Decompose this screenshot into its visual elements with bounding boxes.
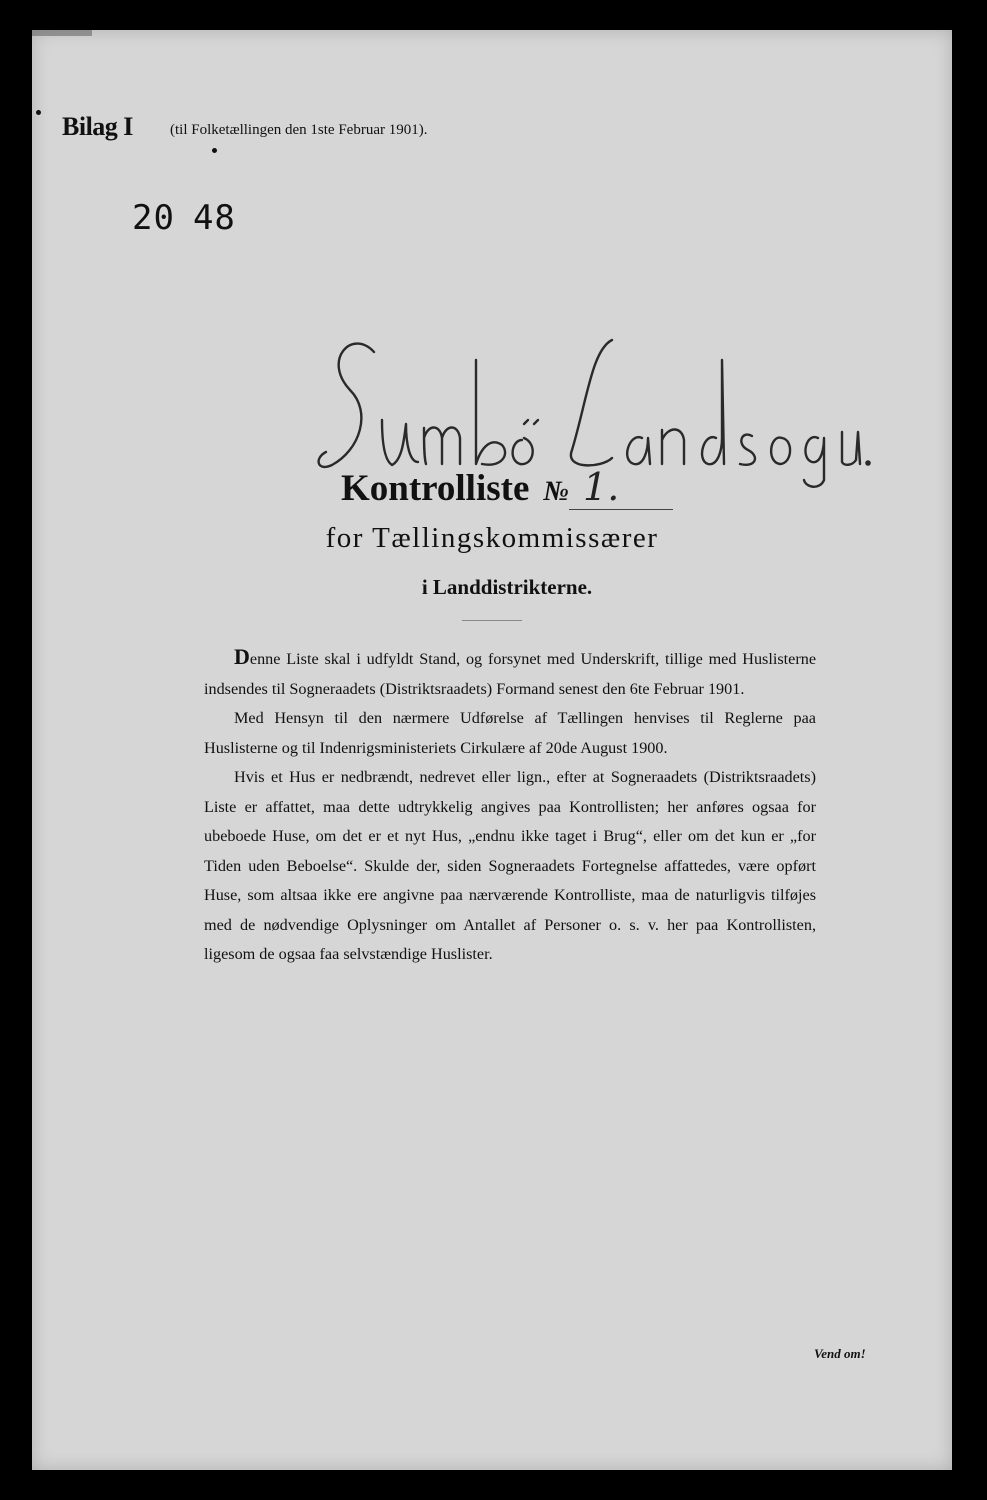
serial-number [132, 198, 236, 238]
serial-part-1: 20 [132, 198, 175, 238]
instructions [204, 642, 816, 970]
margin-dot [212, 148, 217, 153]
subtitle-district: i Landdistrikterne. [421, 575, 593, 599]
paragraph: Denne Liste skal i udfyldt Stand, og forsynet med Underskrift, tillige med Huslisterne indsendes til Sogneraadets (Distriktsraadets) Formand senest den 6te Februar 1901. [204, 644, 816, 698]
paragraph: Med Hensyn til den nærmere Udførelse af Tællingen henvises til Reglerne paa Huslisterne og til Indenrigsministeriets Cirkulære af 20de August 1900. [204, 709, 816, 757]
subtitle: for Tællingskommissærer [325, 522, 659, 554]
scan-edge-mark [32, 30, 92, 36]
bilag-note: (til Folketællingen den 1ste Februar 1901). [170, 122, 428, 138]
divider [462, 620, 522, 621]
list-number: 1. [569, 465, 673, 510]
bilag-label: Bilag I [62, 112, 133, 141]
main-title [32, 465, 952, 510]
serial-part-2: 48 [192, 198, 236, 238]
paragraph: Hvis et Hus er nedbrændt, nedrevet eller lign., efter at Sogneraadets (Distriktsraadets) Liste er affattet, maa dette udtrykkelig angives paa Kontrollisten; her anføres ogsaa for ubeboede Huse, om det er et nyt Hus, „endnu ikke taget i Brug“, eller om det kun er „for Tiden uden Beboelse“. Skulde der, siden Sogneraadets Fortegnelse affattedes, være opført Huse, som altsaa ikke ere angivne paa nærværende Kontrolliste, maa de naturligvis tilføjes med de nødvendige Oplysninger om Antallet af Personer o. s. v. her paa Kontrollisten, ligesom de ogsaa faa selvstændige Huslister. [204, 768, 816, 963]
turn-over-note: Vend om! [814, 1346, 866, 1361]
document-page [32, 30, 952, 1470]
number-prefix: № [543, 476, 570, 507]
title-text: Kontrolliste [340, 468, 530, 509]
margin-dot [36, 110, 41, 115]
